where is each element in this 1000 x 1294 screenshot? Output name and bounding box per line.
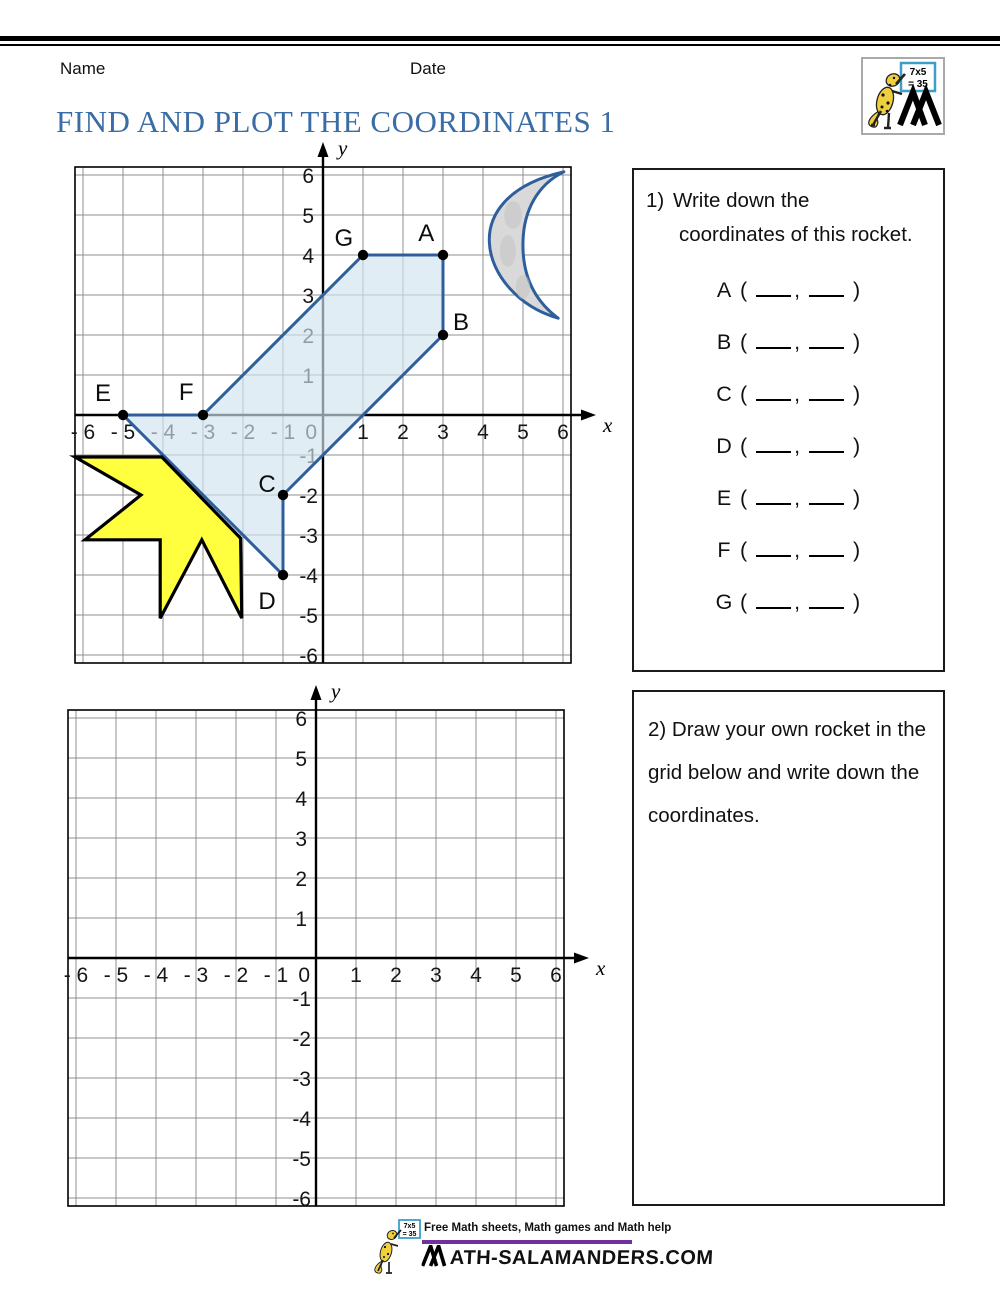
y-tick-label: -4: [299, 565, 318, 588]
footer-tagline: Free Math sheets, Math games and Math help: [424, 1222, 672, 1234]
y-tick-label: -2: [299, 485, 318, 508]
point-label-B: B: [452, 309, 470, 337]
y-tick-label: -5: [299, 605, 318, 628]
coordinate-answer-rows: [646, 278, 935, 613]
coordinate-blank-row: A ( , ): [714, 278, 935, 301]
point-dot-E: [118, 410, 128, 420]
x-tick-label: - 4: [143, 964, 169, 987]
point-letter: A: [716, 278, 732, 302]
y-axis-arrow: [318, 142, 329, 157]
logo-board-line2: = 35: [908, 79, 928, 90]
x-tick-label: 3: [437, 421, 449, 444]
footer-board-line2: = 35: [402, 1231, 417, 1238]
moon-texture: [516, 275, 530, 299]
y-tick-label: -1: [292, 988, 311, 1011]
corner-logo-graphic: [863, 59, 943, 133]
x-answer-blank: [756, 436, 791, 453]
y-tick-label: -3: [292, 1068, 311, 1091]
coordinate-blank-row: D ( , ): [714, 434, 935, 457]
x-answer-blank: [756, 332, 791, 349]
date-label: Date: [410, 59, 446, 78]
x-axis-letter: x: [596, 956, 606, 980]
y-answer-blank: [809, 332, 844, 349]
coordinate-blank-row: E ( , ): [714, 486, 935, 509]
footer-salamander-logo: [372, 1219, 422, 1281]
point-label-G: G: [334, 225, 354, 253]
footer-purple-rule: [422, 1240, 632, 1244]
bottom-coordinate-grid: [48, 684, 608, 1244]
y-axis-letter: y: [331, 684, 341, 703]
coordinate-blank-row: G ( , ): [715, 590, 861, 614]
x-tick-label: 1: [357, 421, 369, 444]
footer-site-text: [421, 1245, 714, 1270]
footer-m-icon: [422, 1245, 451, 1267]
y-tick-label: -6: [299, 645, 318, 668]
x-tick-label: 5: [517, 421, 529, 444]
y-tick-label: -6: [292, 1188, 311, 1211]
coordinate-blank-row: C ( , ): [714, 382, 935, 405]
footer-board-line1: 7x5: [403, 1223, 416, 1230]
x-axis-arrow: [581, 410, 596, 421]
x-answer-blank: [756, 384, 791, 401]
x-tick-label: 5: [510, 964, 522, 987]
y-tick-label: 5: [302, 205, 314, 228]
question-1-panel: [632, 168, 945, 672]
y-tick-label: 4: [295, 788, 307, 811]
x-answer-blank: [756, 280, 791, 297]
point-label-A: A: [418, 220, 435, 247]
y-tick-label: 5: [295, 748, 307, 771]
x-tick-label: 1: [350, 964, 362, 987]
header-divider-rule: [0, 36, 1000, 46]
x-tick-label: 2: [397, 421, 409, 444]
footer-salamander-icon: [375, 1229, 401, 1273]
moon-texture: [504, 201, 522, 229]
question-1-text: 1) Write down the coordinates of this rocket.: [646, 184, 935, 252]
x-tick-label: - 2: [223, 964, 249, 987]
y-answer-blank: [809, 384, 844, 401]
y-answer-blank: [809, 488, 844, 505]
x-tick-label: 4: [470, 964, 482, 987]
x-tick-label: - 5: [110, 421, 136, 444]
coordinate-blank-row: F ( , ): [714, 538, 935, 561]
point-label-E: E: [94, 380, 112, 407]
x-tick-label: - 3: [183, 964, 209, 987]
top-coordinate-grid: [55, 141, 615, 701]
point-dot-F: [198, 410, 208, 420]
question-1-number: 1): [646, 189, 665, 212]
y-tick-label: 3: [302, 285, 314, 308]
y-axis-letter: y: [338, 141, 348, 160]
footer-site-name: ATH-SALAMANDERS.COM: [449, 1247, 715, 1269]
footer-brand: [372, 1219, 715, 1293]
y-answer-blank: [809, 540, 844, 557]
point-letter: B: [716, 330, 732, 354]
point-letter: E: [716, 486, 732, 510]
point-letter: F: [717, 538, 731, 562]
x-tick-label: 3: [430, 964, 442, 987]
point-label-F: F: [178, 378, 194, 406]
point-dot-C: [278, 490, 288, 500]
y-answer-blank: [809, 592, 844, 609]
logo-board-line1: 7x5: [909, 67, 927, 78]
y-tick-label: -3: [299, 525, 318, 548]
page-title: FIND AND PLOT THE COORDINATES 1: [56, 104, 616, 139]
x-tick-label: 2: [390, 964, 402, 987]
x-axis-letter: x: [603, 413, 613, 437]
y-tick-label: 1: [295, 908, 307, 931]
y-tick-label: 4: [302, 245, 314, 268]
question-2-panel: [632, 690, 945, 1206]
x-tick-label: - 6: [63, 964, 89, 987]
y-tick-label: -2: [292, 1028, 311, 1051]
moon-texture: [500, 235, 516, 267]
math-salamanders-corner-logo: [861, 57, 945, 135]
point-dot-B: [438, 330, 448, 340]
name-label: Name: [60, 59, 106, 78]
point-dot-G: [358, 250, 368, 260]
point-letter: G: [715, 590, 733, 614]
y-tick-label: 6: [302, 165, 314, 188]
x-tick-label: 6: [550, 964, 562, 987]
y-axis-arrow: [311, 685, 322, 700]
y-tick-label: -4: [292, 1108, 311, 1131]
question-2-text-line2: grid below and write down the: [648, 761, 920, 784]
y-answer-blank: [809, 280, 844, 297]
logo-m-icon: [900, 92, 939, 125]
x-tick-label: 4: [477, 421, 489, 444]
point-label-C: C: [258, 470, 276, 498]
y-tick-label: 2: [295, 868, 307, 891]
x-tick-label: - 6: [70, 421, 96, 444]
x-tick-label: - 5: [103, 964, 129, 987]
point-letter: D: [716, 434, 732, 458]
coordinate-blank-row: B ( , ): [714, 330, 935, 353]
x-tick-label: 0: [298, 964, 310, 987]
y-tick-label: 3: [295, 828, 307, 851]
x-answer-blank: [756, 488, 791, 505]
x-tick-label: - 1: [263, 964, 289, 987]
x-axis-arrow: [574, 953, 589, 964]
point-dot-A: [438, 250, 448, 260]
x-answer-blank: [756, 592, 791, 609]
y-tick-label: 6: [295, 708, 307, 731]
point-letter: C: [716, 382, 732, 406]
y-tick-label: -5: [292, 1148, 311, 1171]
y-answer-blank: [809, 436, 844, 453]
x-tick-label: 6: [557, 421, 569, 444]
question-2-text-line3: coordinates.: [648, 804, 760, 827]
point-label-D: D: [258, 588, 276, 615]
point-dot-D: [278, 570, 288, 580]
question-2-text-line1: 2) Draw your own rocket in the: [648, 718, 927, 741]
x-answer-blank: [756, 540, 791, 557]
